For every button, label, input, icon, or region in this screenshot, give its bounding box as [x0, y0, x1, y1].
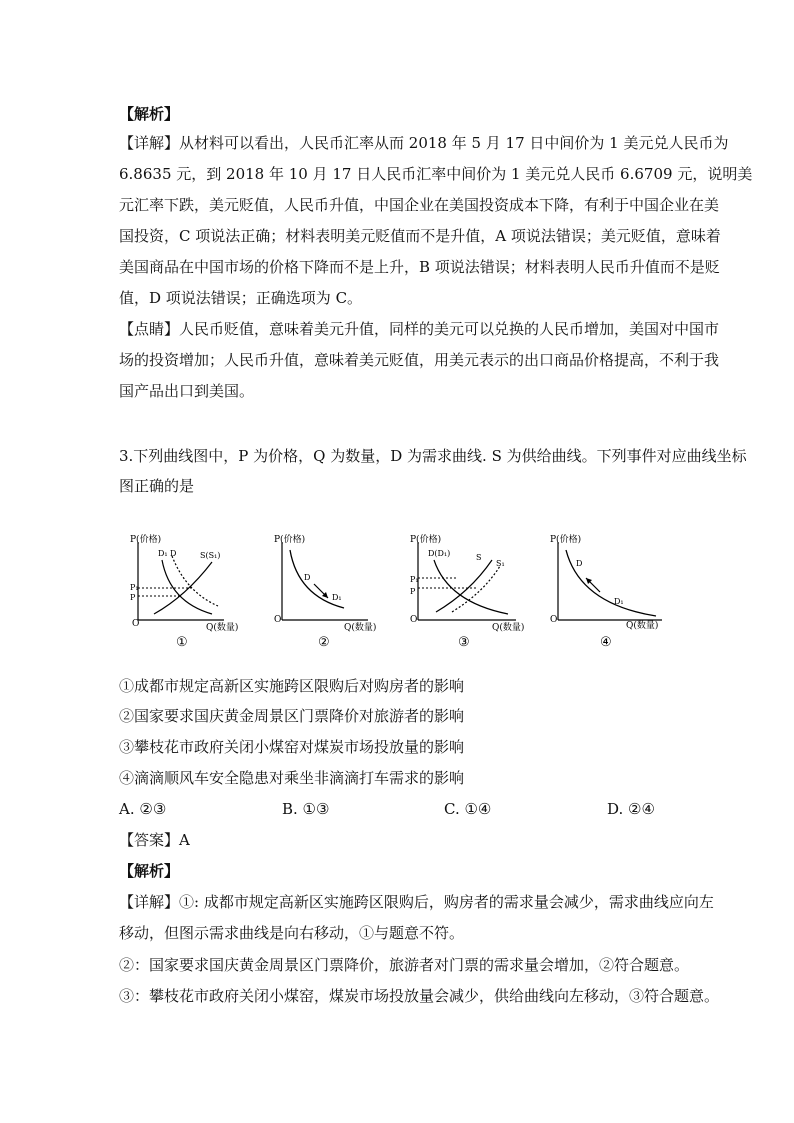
- option-a[interactable]: A. ②③: [119, 800, 167, 818]
- g3-s1: S₁: [496, 559, 505, 568]
- question-stem-1: 3.下列曲线图中，P 为价格，Q 为数量，D 为需求曲线. S 为供给曲线。下列事件对应曲线坐标: [119, 447, 747, 465]
- g3-ylabel: P(价格): [410, 535, 442, 545]
- tip-line-2: 场的投资增加；人民币升值，意味着美元贬值，用美元表示的出口商品价格提高，不利于我: [119, 351, 720, 369]
- g2-number: ②: [318, 635, 330, 650]
- detail-line-4: 国投资，C 项说法正确；材料表明美元贬值而不是升值，A 项说法错误；美元贬值，意味着: [119, 227, 721, 245]
- g1-s: S(S₁): [200, 551, 221, 560]
- detail-line-3: 元汇率下跌，美元贬值，人民币升值，中国企业在美国投资成本下降，有利于中国企业在美: [119, 196, 720, 214]
- detail-line-6: 值，D 项说法错误；正确选项为 C。: [119, 289, 363, 307]
- g4-d: D: [576, 559, 583, 568]
- g2-origin: O: [274, 615, 282, 625]
- graph-1: [120, 522, 240, 656]
- question-stem-2: 图正确的是: [119, 477, 195, 495]
- g4-origin: O: [550, 615, 558, 625]
- g2-d: D: [304, 573, 311, 582]
- g3-xlabel: Q(数量): [492, 623, 525, 633]
- g1-ylabel: P(价格): [130, 535, 162, 545]
- g3-p: P: [410, 587, 416, 596]
- g1-origin: O: [132, 619, 140, 629]
- g1-p: P: [130, 593, 136, 602]
- statement-4: ④滴滴顺风车安全隐患对乘坐非滴滴打车需求的影响: [119, 769, 465, 787]
- analysis-line-2: 移动，但图示需求曲线是向右移动，①与题意不符。: [119, 924, 465, 942]
- g4-number: ④: [600, 635, 612, 650]
- g3-origin: O: [410, 615, 418, 625]
- statement-3: ③攀枝花市政府关闭小煤窑对煤炭市场投放量的影响: [119, 738, 465, 756]
- graph-4: [540, 522, 670, 656]
- g4-d1: D₁: [614, 597, 624, 606]
- detail-line-5: 美国商品在中国市场的价格下降而不是上升，B 项说法错误；材料表明人民币升值而不是贬: [119, 258, 720, 276]
- g1-number: ①: [176, 635, 188, 650]
- option-c[interactable]: C. ①④: [444, 800, 492, 818]
- g3-s: S: [476, 553, 482, 562]
- analysis-heading-1: 【解析】: [119, 105, 180, 123]
- g3-number: ③: [458, 635, 470, 650]
- g1-p1: P₁: [130, 583, 139, 592]
- g2-ylabel: P(价格): [274, 535, 306, 545]
- g3-d: D(D₁): [428, 549, 451, 558]
- option-b[interactable]: B. ①③: [282, 800, 330, 818]
- detail-line-2: 6.8635 元，到 2018 年 10 月 17 日人民币汇率中间价为 1 美元兑人民币 6.6709 元，说明美: [119, 165, 753, 183]
- g1-d: D: [170, 549, 177, 558]
- g1-d1: D₁: [158, 549, 168, 558]
- g3-p1: P₁: [410, 575, 419, 584]
- tip-line-3: 国产品出口到美国。: [119, 382, 255, 400]
- g4-ylabel: P(价格): [550, 535, 582, 545]
- statement-2: ②国家要求国庆黄金周景区门票降价对旅游者的影响: [119, 707, 465, 725]
- analysis-heading-2: 【解析】: [119, 862, 180, 880]
- g2-d1: D₁: [332, 593, 342, 602]
- g2-xlabel: Q(数量): [344, 623, 377, 633]
- answer-line: 【答案】A: [119, 831, 190, 849]
- g4-xlabel: Q(数量): [626, 621, 659, 631]
- graph-3: [400, 522, 530, 656]
- analysis-line-4: ③：攀枝花市政府关闭小煤窑，煤炭市场投放量会减少，供给曲线向左移动，③符合题意。: [119, 987, 720, 1005]
- graph-2: [264, 522, 384, 656]
- option-d[interactable]: D. ②④: [607, 800, 655, 818]
- detail-line-1: 【详解】从材料可以看出，人民币汇率从而 2018 年 5 月 17 日中间价为 1 美元兑人民币为: [119, 134, 729, 152]
- statement-1: ①成都市规定高新区实施跨区限购后对购房者的影响: [119, 677, 465, 695]
- tip-line-1: 【点睛】人民币贬值，意味着美元升值，同样的美元可以兑换的人民币增加，美国对中国市: [119, 320, 720, 338]
- analysis-line-1: 【详解】①: 成都市规定高新区实施跨区限购后，购房者的需求量会减少，需求曲线应向左: [119, 893, 714, 911]
- g1-xlabel: Q(数量): [206, 623, 239, 633]
- analysis-line-3: ②：国家要求国庆黄金周景区门票降价，旅游者对门票的需求量会增加，②符合题意。: [119, 956, 690, 974]
